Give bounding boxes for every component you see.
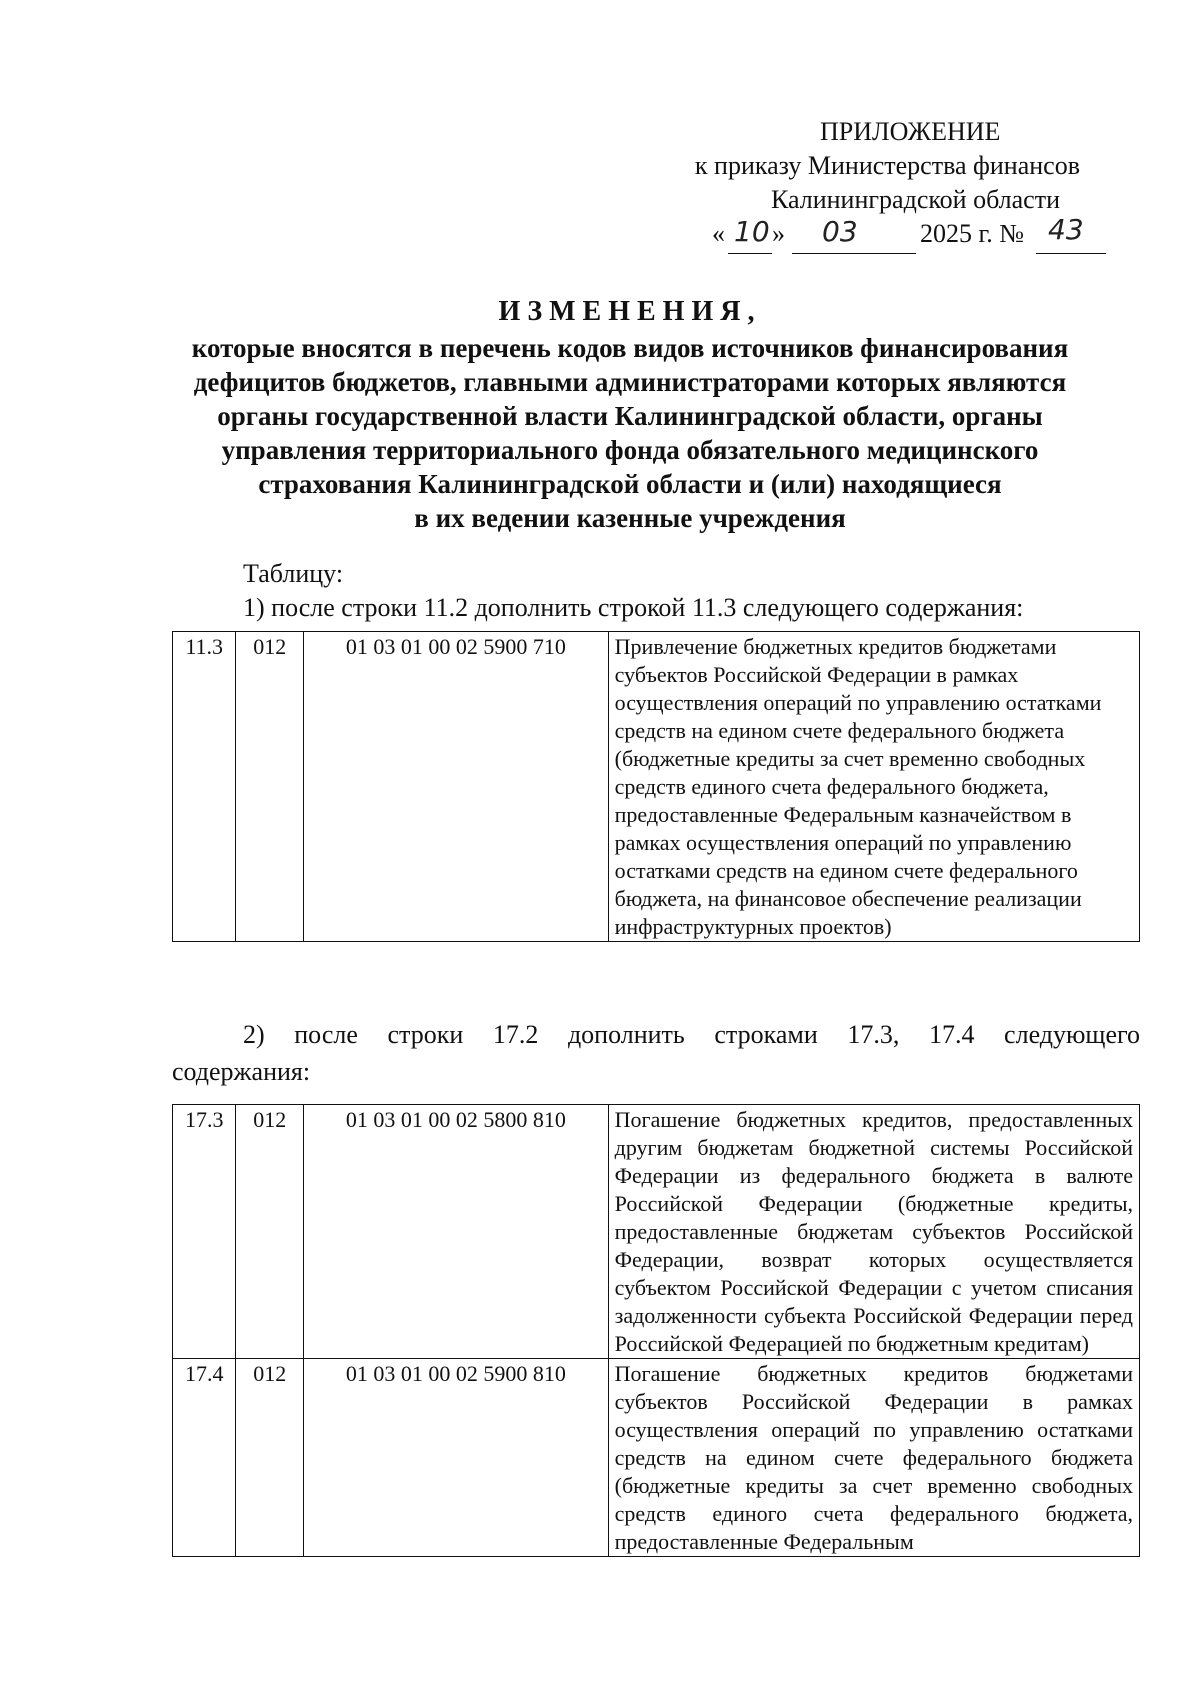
date-year: 2025 г. №: [920, 219, 1025, 248]
intro-item-2: 2) после строки 17.2 дополнить строками 17.3, 17.4 следующего: [243, 1020, 1140, 1049]
admin-code: 012: [236, 1359, 304, 1557]
row-number: 17.3: [173, 1105, 236, 1359]
table-row: [173, 632, 1140, 942]
title-line: которые вносятся в перечень кодов видов источников финансирования: [191, 333, 1069, 363]
appendix-order-ref: к приказу Министерства финансов: [694, 151, 1080, 180]
source-name: Погашение бюджетных кредитов бюджетами субъектов Российской Федерации в рамках осуществления операций по управлению остатками средств на едином счете федерального бюджета (бюджетные кредиты за счет временно свободных средств единого счета федерального бюджета, предоставленные Федеральным: [608, 1359, 1139, 1557]
title-line: управления территориального фонда обязательного медицинского: [221, 435, 1039, 465]
row-number: 17.4: [173, 1359, 236, 1557]
row-number: 11.3: [173, 632, 236, 942]
changes-table-2: [172, 1104, 1140, 1557]
intro-item-2-cont: содержания:: [172, 1057, 311, 1086]
appendix-date-line: [640, 213, 1100, 257]
order-number: 43: [1048, 213, 1084, 246]
title-heading: ИЗМЕНЕНИЯ,: [498, 296, 762, 327]
appendix-region: Калининградской области: [770, 185, 1060, 214]
title-line: органы государственной власти Калининградской области, органы: [217, 401, 1043, 431]
table-row: [173, 1105, 1140, 1359]
admin-code: 012: [236, 632, 304, 942]
source-code: 01 03 01 00 02 5900 710: [304, 632, 609, 942]
date-month: 03: [822, 215, 858, 248]
source-name: Привлечение бюджетных кредитов бюджетами субъектов Российской Федерации в рамках осуществления операций по управлению остатками средств на едином счете федерального бюджета (бюджетные кредиты за счет временно свободных средств единого счета федерального бюджета, предоставленные Федеральным казначейством в рамках осуществления операций по управлению остатками средств на едином счете федерального бюджета, на финансовое обеспечение реализации инфраструктурных проектов): [608, 632, 1139, 942]
date-day: 10: [734, 215, 770, 248]
date-month-underline: [792, 253, 916, 254]
table-row: [173, 1359, 1140, 1557]
appendix-title: ПРИЛОЖЕНИЕ: [820, 117, 1001, 146]
intro-item-1: 1) после строки 11.2 дополнить строкой 11.3 следующего содержания:: [243, 593, 1024, 622]
date-day-underline: [728, 253, 772, 254]
document-title: [170, 295, 1090, 535]
appendix-header: [640, 115, 1100, 257]
intro-table-word: Таблицу:: [243, 559, 344, 588]
date-quote-close: »: [772, 219, 785, 248]
source-name: Погашение бюджетных кредитов, предоставленных другим бюджетам бюджетной системы Российской Федерации из федерального бюджета в валюте Российской Федерации (бюджетные кредиты, предоставленные бюджетам субъектов Российской Федерации, возврат которых осуществляется субъектом Российской Федерации с учетом списания задолженности субъекта Российской Федерации перед Российской Федерацией по бюджетным кредитам): [608, 1105, 1139, 1359]
title-line: дефицитов бюджетов, главными администраторами которых являются: [193, 367, 1067, 397]
date-quote-open: «: [712, 219, 725, 248]
title-line: в их ведении казенные учреждения: [414, 503, 846, 533]
source-code: 01 03 01 00 02 5800 810: [304, 1105, 609, 1359]
changes-table-1: [172, 631, 1140, 942]
admin-code: 012: [236, 1105, 304, 1359]
title-line: страхования Калининградской области и (или) находящиеся: [258, 469, 1002, 499]
order-number-underline: [1036, 253, 1106, 254]
source-code: 01 03 01 00 02 5900 810: [304, 1359, 609, 1557]
